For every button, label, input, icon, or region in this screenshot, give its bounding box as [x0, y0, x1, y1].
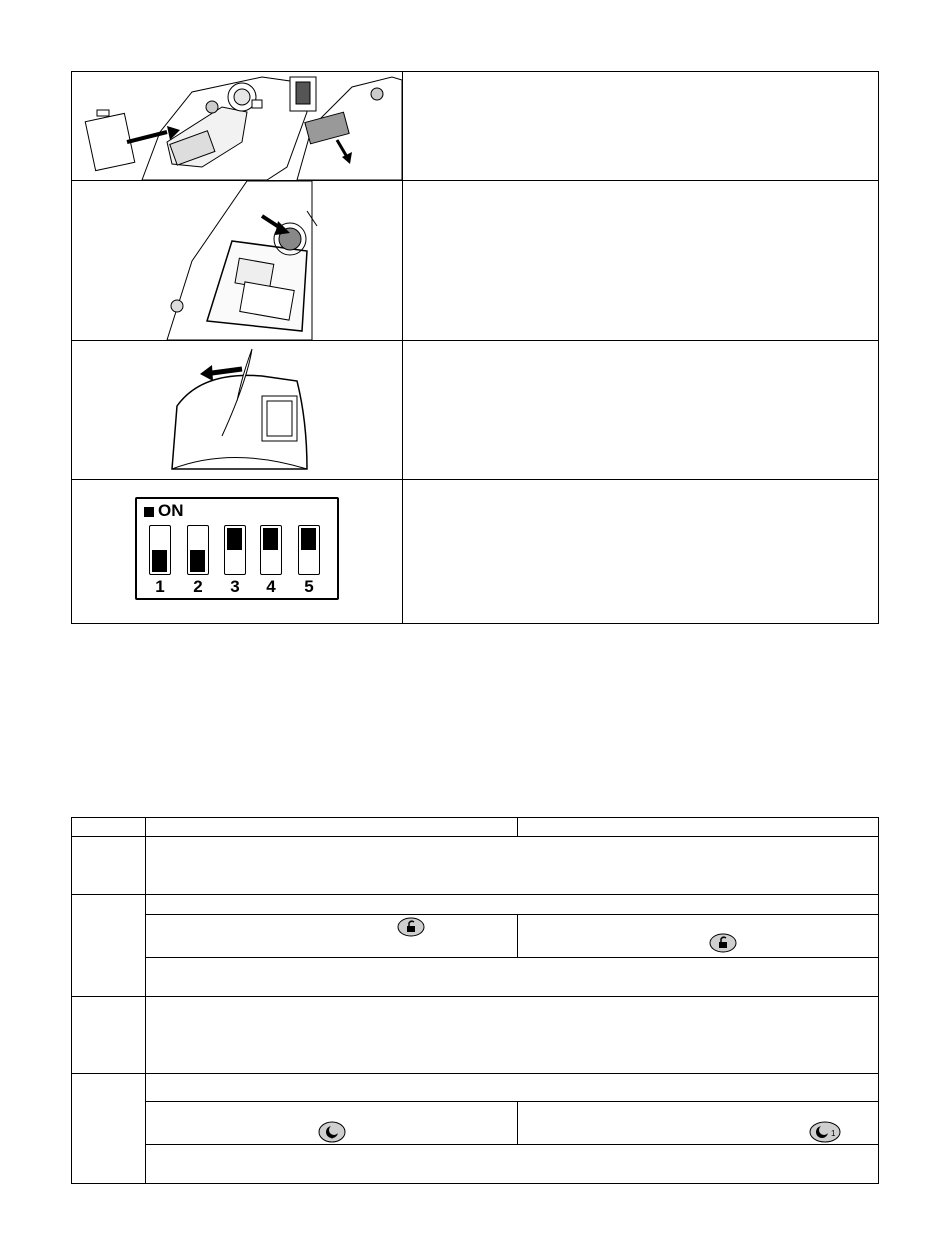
step-2-text-cell [402, 180, 879, 341]
row-c-label-cell [71, 996, 146, 1074]
dip-switch-4-lever [263, 528, 278, 550]
step-3-text-cell [402, 340, 879, 480]
row-b-top-cell [145, 894, 879, 915]
on-indicator-square [144, 507, 154, 517]
dip-switch-2[interactable] [187, 525, 209, 575]
dip-switch-5-lever [301, 528, 316, 550]
step-1-text-cell [402, 71, 879, 181]
night-mode-button-icon [809, 1121, 841, 1143]
row-d-left-cell [145, 1101, 518, 1145]
table-header-col-3 [517, 817, 879, 837]
row-a-label-cell [71, 836, 146, 895]
unlock-button-icon [709, 933, 737, 953]
night-mode-button-icon [318, 1121, 346, 1143]
dip-switch-block [135, 497, 339, 600]
steps-table [71, 71, 879, 624]
dip-switch-1[interactable] [149, 525, 171, 575]
dip-switch-2-number: 2 [193, 577, 203, 596]
row-d-label-cell [71, 1073, 146, 1184]
dip-switch-3-number: 3 [230, 577, 240, 596]
dip-switch-3-lever [227, 528, 242, 550]
step-4-text-cell [402, 479, 879, 624]
dip-switch-3[interactable] [224, 525, 246, 575]
row-b-right-cell [517, 914, 879, 958]
row-a-content-cell [145, 836, 879, 895]
dip-switch-5[interactable] [298, 525, 320, 575]
step-1-image-cell [71, 71, 403, 181]
step-2-image-cell [71, 180, 403, 341]
table-header-col-1 [71, 817, 146, 837]
step-4-image-cell [71, 479, 403, 624]
row-c-content-cell [145, 996, 879, 1074]
row-d-top-cell [145, 1073, 879, 1102]
dip-switch-1-number: 1 [155, 577, 165, 596]
press-button-illustration [72, 181, 402, 340]
dip-switch-5-number: 5 [304, 577, 314, 596]
battery-insertion-illustration [72, 72, 402, 180]
dip-switch-1-lever [152, 550, 167, 572]
peel-film-illustration [72, 341, 402, 479]
row-b-label-cell [71, 894, 146, 997]
row-d-bottom-cell [145, 1144, 879, 1184]
dip-switch-2-lever [190, 550, 205, 572]
table-header-col-2 [145, 817, 518, 837]
row-d-right-cell [517, 1101, 879, 1145]
unlock-button-icon [397, 917, 425, 937]
night-mode-small-label: 1 [831, 1129, 836, 1138]
row-b-left-cell [145, 914, 518, 958]
settings-table [71, 817, 879, 1184]
step-3-image-cell [71, 340, 403, 480]
on-label: ON [158, 501, 184, 520]
row-b-bottom-cell [145, 957, 879, 997]
dip-switch-4-number: 4 [266, 577, 276, 596]
dip-switch-4[interactable] [260, 525, 282, 575]
